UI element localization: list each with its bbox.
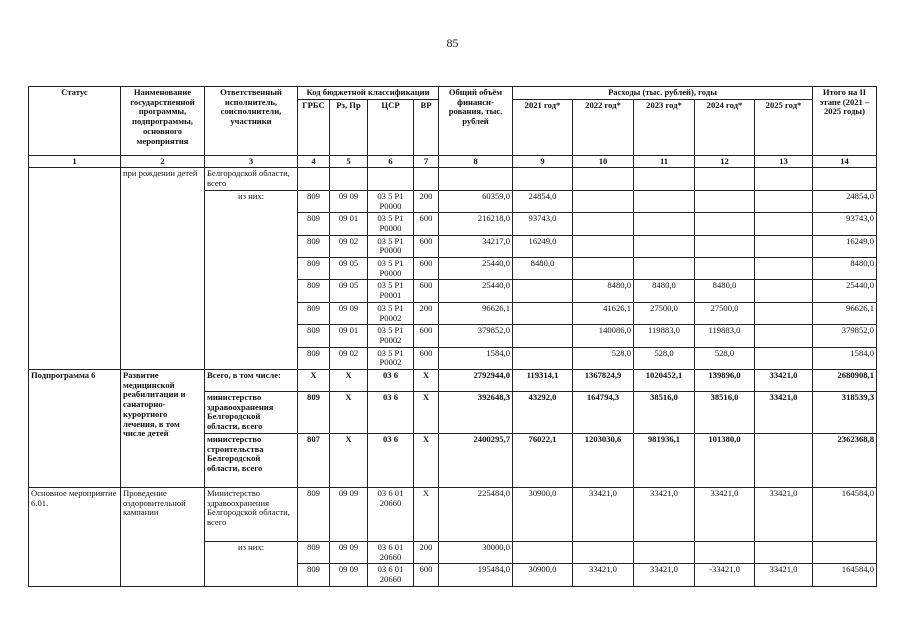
- header-itogo: Итого на II этапе (2021 – 2025 годы): [813, 87, 877, 156]
- total-cell: 2400295,7: [439, 433, 513, 487]
- col-number: 14: [813, 155, 877, 168]
- total-cell: 96626,1: [439, 302, 513, 324]
- csr-cell: 03 6: [368, 433, 414, 487]
- header-rzpr: Рз, Пр: [330, 99, 368, 155]
- y2024-cell: 38516,0: [695, 392, 755, 434]
- responsible-cell: министерство строительства Белгородской области, всего: [205, 433, 298, 487]
- status-cell: Основное мероприятие 6.01.: [29, 487, 121, 586]
- csr-cell: 03 5 Р1 Р0000: [368, 258, 414, 280]
- header-name: Наименование государственной программы, подпрограммы, основного мероприятия: [121, 87, 205, 156]
- total-cell: 379852,0: [439, 325, 513, 347]
- col-number: 4: [298, 155, 330, 168]
- csr-cell: 03 5 Р1 Р0000: [368, 213, 414, 235]
- y2023-cell: 119883,0: [634, 325, 695, 347]
- csr-cell: 03 5 Р1 Р0002: [368, 347, 414, 369]
- grbs-cell: 809: [298, 392, 330, 434]
- y2021-cell: [513, 280, 573, 302]
- y2025-cell: [755, 190, 813, 212]
- csr-cell: 03 6 01 20660: [368, 487, 414, 541]
- rzpr-cell: 09 09: [330, 302, 368, 324]
- y2024-cell: 139896,0: [695, 370, 755, 392]
- y2021-cell: 76022,1: [513, 433, 573, 487]
- y2021-cell: 24854,0: [513, 190, 573, 212]
- status-cell: [29, 168, 121, 370]
- header-2023: 2023 год*: [634, 99, 695, 155]
- vr-cell: 600: [414, 564, 439, 586]
- col-number: 9: [513, 155, 573, 168]
- vr-cell: 600: [414, 325, 439, 347]
- header-expenses-group: Расходы (тыс. рублей), годы: [513, 87, 813, 100]
- total-cell: 25440,0: [439, 258, 513, 280]
- col-number: 10: [573, 155, 634, 168]
- name-cell: Развитие медицинской реабилитации и санаторно-курортного лечения, в том числе детей: [121, 370, 205, 488]
- col-number: 2: [121, 155, 205, 168]
- name-cell: при рождении детей: [121, 168, 205, 370]
- col-number: 7: [414, 155, 439, 168]
- table-row: [29, 487, 877, 541]
- y2022-cell: 528,0: [573, 347, 634, 369]
- y2025-cell: [755, 280, 813, 302]
- grbs-cell: 809: [298, 235, 330, 257]
- y2021-cell: 30900,0: [513, 564, 573, 586]
- y2022-cell: [573, 190, 634, 212]
- total-cell: 30000,0: [439, 541, 513, 563]
- y2024-cell: -33421,0: [695, 564, 755, 586]
- rzpr-cell: 09 01: [330, 325, 368, 347]
- y2025-cell: 33421,0: [755, 564, 813, 586]
- y2022-cell: 41626,1: [573, 302, 634, 324]
- y2025-cell: [755, 541, 813, 563]
- y2025-cell: [755, 325, 813, 347]
- responsible-cell: Всего, в том числе:: [205, 370, 298, 392]
- vr-cell: Х: [414, 392, 439, 434]
- csr-cell: 03 6: [368, 392, 414, 434]
- y2025-cell: [755, 258, 813, 280]
- y2025-cell: 33421,0: [755, 392, 813, 434]
- rzpr-cell: 09 02: [330, 235, 368, 257]
- y2025-cell: [755, 347, 813, 369]
- responsible-cell: Белгородской области, всего: [205, 168, 298, 190]
- itogo-cell: 1584,0: [813, 347, 877, 369]
- y2021-cell: 30900,0: [513, 487, 573, 541]
- header-2021: 2021 год*: [513, 99, 573, 155]
- y2023-cell: 33421,0: [634, 487, 695, 541]
- y2025-cell: [755, 235, 813, 257]
- csr-cell: 03 6: [368, 370, 414, 392]
- y2021-cell: [513, 347, 573, 369]
- itogo-cell: 8480,0: [813, 258, 877, 280]
- rzpr-cell: 09 09: [330, 541, 368, 563]
- y2025-cell: [755, 302, 813, 324]
- y2024-cell: [695, 258, 755, 280]
- y2021-cell: [513, 302, 573, 324]
- grbs-cell: Х: [298, 370, 330, 392]
- y2023-cell: 1020452,1: [634, 370, 695, 392]
- y2024-cell: [695, 235, 755, 257]
- grbs-cell: 809: [298, 213, 330, 235]
- y2023-cell: 33421,0: [634, 564, 695, 586]
- header-code-group: Код бюджетной классификации: [298, 87, 439, 100]
- grbs-cell: 809: [298, 564, 330, 586]
- vr-cell: 600: [414, 347, 439, 369]
- col-number: 13: [755, 155, 813, 168]
- vr-cell: 200: [414, 541, 439, 563]
- page-number: 85: [446, 36, 459, 50]
- rzpr-cell: 09 01: [330, 213, 368, 235]
- y2021-cell: [513, 541, 573, 563]
- header-2025: 2025 год*: [755, 99, 813, 155]
- y2023-cell: [634, 541, 695, 563]
- csr-cell: 03 5 Р1 Р0002: [368, 302, 414, 324]
- y2022-cell: 1367824,9: [573, 370, 634, 392]
- y2025-cell: [755, 213, 813, 235]
- y2022-cell: [573, 235, 634, 257]
- y2025-cell: 33421,0: [755, 370, 813, 392]
- col-number: 5: [330, 155, 368, 168]
- y2024-cell: 528,0: [695, 347, 755, 369]
- y2022-cell: 140086,0: [573, 325, 634, 347]
- itogo-cell: 2362368,8: [813, 433, 877, 487]
- col-number: 1: [29, 155, 121, 168]
- itogo-cell: 25440,0: [813, 280, 877, 302]
- itogo-cell: 24854,0: [813, 190, 877, 212]
- y2022-cell: 8480,0: [573, 280, 634, 302]
- col-number: 6: [368, 155, 414, 168]
- y2021-cell: 43292,0: [513, 392, 573, 434]
- responsible-cell: из них:: [205, 190, 298, 369]
- itogo-cell: 164584,0: [813, 487, 877, 541]
- column-number-row: [29, 155, 877, 168]
- status-cell: Подпрограмма 6: [29, 370, 121, 488]
- responsible-cell: из них:: [205, 541, 298, 586]
- name-cell: Проведение оздоровительной кампании: [121, 487, 205, 586]
- grbs-cell: 809: [298, 190, 330, 212]
- total-cell: 1584,0: [439, 347, 513, 369]
- csr-cell: 03 5 Р1 Р0002: [368, 325, 414, 347]
- y2023-cell: 528,0: [634, 347, 695, 369]
- csr-cell: 03 5 Р1 Р0000: [368, 190, 414, 212]
- total-cell: 34217,0: [439, 235, 513, 257]
- table-row: [29, 168, 877, 190]
- grbs-cell: 809: [298, 280, 330, 302]
- vr-cell: 200: [414, 302, 439, 324]
- grbs-cell: 809: [298, 302, 330, 324]
- y2022-cell: [573, 258, 634, 280]
- total-cell: 225484,0: [439, 487, 513, 541]
- grbs-cell: 809: [298, 325, 330, 347]
- col-number: 12: [695, 155, 755, 168]
- y2022-cell: 33421,0: [573, 487, 634, 541]
- itogo-cell: 96626,1: [813, 302, 877, 324]
- y2024-cell: 101380,0: [695, 433, 755, 487]
- y2022-cell: 1203030,6: [573, 433, 634, 487]
- y2023-cell: [634, 213, 695, 235]
- y2022-cell: 164794,3: [573, 392, 634, 434]
- rzpr-cell: 09 05: [330, 258, 368, 280]
- header-row-1: [29, 87, 877, 100]
- header-grbs: ГРБС: [298, 99, 330, 155]
- total-cell: 2792944,0: [439, 370, 513, 392]
- y2023-cell: [634, 235, 695, 257]
- y2024-cell: 119883,0: [695, 325, 755, 347]
- col-number: 3: [205, 155, 298, 168]
- rzpr-cell: Х: [330, 370, 368, 392]
- rzpr-cell: 09 05: [330, 280, 368, 302]
- grbs-cell: 807: [298, 433, 330, 487]
- y2024-cell: 27500,0: [695, 302, 755, 324]
- y2023-cell: 981936,1: [634, 433, 695, 487]
- grbs-cell: 809: [298, 487, 330, 541]
- header-vr: ВР: [414, 99, 439, 155]
- y2025-cell: 33421,0: [755, 487, 813, 541]
- total-cell: 195484,0: [439, 564, 513, 586]
- vr-cell: 600: [414, 235, 439, 257]
- y2023-cell: 8480,0: [634, 280, 695, 302]
- table-row: [29, 370, 877, 392]
- responsible-cell: министерство здравоохранения Белгородской области, всего: [205, 392, 298, 434]
- grbs-cell: 809: [298, 258, 330, 280]
- y2023-cell: 27500,0: [634, 302, 695, 324]
- itogo-cell: [813, 541, 877, 563]
- itogo-cell: 164584,0: [813, 564, 877, 586]
- y2021-cell: 93743,0: [513, 213, 573, 235]
- rzpr-cell: Х: [330, 392, 368, 434]
- col-number: 8: [439, 155, 513, 168]
- csr-cell: 03 6 01 20660: [368, 541, 414, 563]
- vr-cell: 200: [414, 190, 439, 212]
- itogo-cell: 379852,0: [813, 325, 877, 347]
- col-number: 11: [634, 155, 695, 168]
- vr-cell: Х: [414, 487, 439, 541]
- y2024-cell: [695, 541, 755, 563]
- y2024-cell: [695, 190, 755, 212]
- vr-cell: 600: [414, 258, 439, 280]
- y2021-cell: 8480,0: [513, 258, 573, 280]
- itogo-cell: 93743,0: [813, 213, 877, 235]
- rzpr-cell: 09 09: [330, 190, 368, 212]
- vr-cell: 600: [414, 213, 439, 235]
- itogo-cell: 2680908,1: [813, 370, 877, 392]
- y2024-cell: [695, 213, 755, 235]
- y2022-cell: 33421,0: [573, 564, 634, 586]
- grbs-cell: 809: [298, 347, 330, 369]
- header-status: Статус: [29, 87, 121, 156]
- header-2022: 2022 год*: [573, 99, 634, 155]
- itogo-cell: 318539,3: [813, 392, 877, 434]
- itogo-cell: 16249,0: [813, 235, 877, 257]
- total-cell: 60359,0: [439, 190, 513, 212]
- y2024-cell: 8480,0: [695, 280, 755, 302]
- y2023-cell: 38516,0: [634, 392, 695, 434]
- y2022-cell: [573, 541, 634, 563]
- csr-cell: 03 5 Р1 Р0001: [368, 280, 414, 302]
- vr-cell: 600: [414, 280, 439, 302]
- y2022-cell: [573, 213, 634, 235]
- y2021-cell: 119314,1: [513, 370, 573, 392]
- y2021-cell: [513, 325, 573, 347]
- y2023-cell: [634, 258, 695, 280]
- rzpr-cell: 09 09: [330, 564, 368, 586]
- rzpr-cell: 09 02: [330, 347, 368, 369]
- header-responsible: Ответственный исполнитель, соисполнители, участники: [205, 87, 298, 156]
- vr-cell: Х: [414, 370, 439, 392]
- rzpr-cell: Х: [330, 433, 368, 487]
- y2021-cell: 16249,0: [513, 235, 573, 257]
- y2023-cell: [634, 190, 695, 212]
- total-cell: 25440,0: [439, 280, 513, 302]
- responsible-cell: Министерство здравоохранения Белгородской области, всего: [205, 487, 298, 541]
- total-cell: 392648,3: [439, 392, 513, 434]
- budget-table: [28, 86, 877, 587]
- csr-cell: 03 6 01 20660: [368, 564, 414, 586]
- vr-cell: Х: [414, 433, 439, 487]
- header-total-financing: Общий объём финанси-рования, тыс. рублей: [439, 87, 513, 156]
- rzpr-cell: 09 09: [330, 487, 368, 541]
- y2024-cell: 33421,0: [695, 487, 755, 541]
- total-cell: 216218,0: [439, 213, 513, 235]
- y2025-cell: [755, 433, 813, 487]
- header-2024: 2024 год*: [695, 99, 755, 155]
- csr-cell: 03 5 Р1 Р0000: [368, 235, 414, 257]
- header-csr: ЦСР: [368, 99, 414, 155]
- grbs-cell: 809: [298, 541, 330, 563]
